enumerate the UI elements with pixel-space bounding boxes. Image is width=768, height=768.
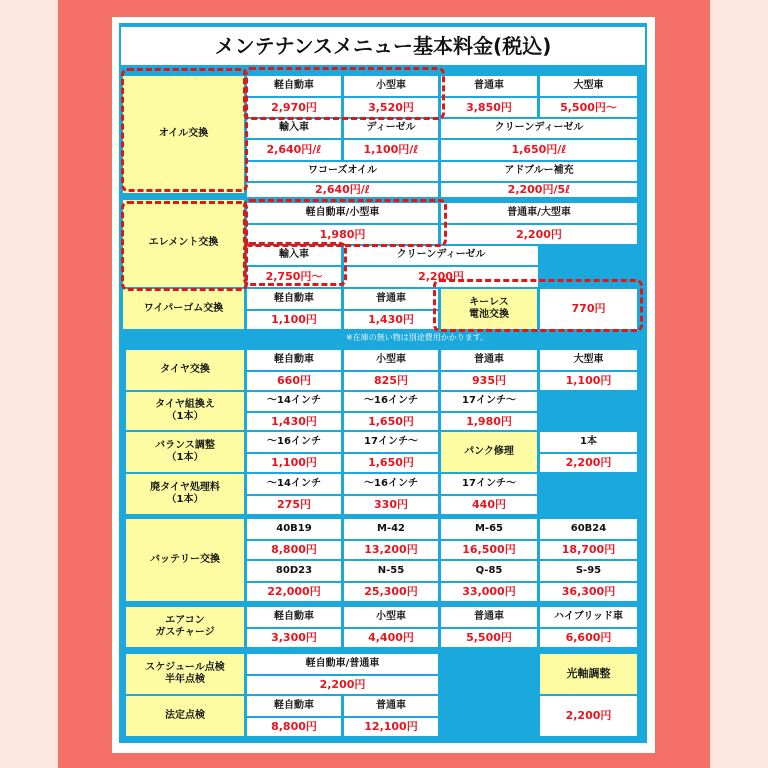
oil-regular-price: 3,850円 [441, 98, 537, 117]
assembly-price-16: 1,650円 [344, 413, 438, 430]
element-import-price: 2,750円～ [247, 267, 341, 287]
oil-kei-price: 2,970円 [247, 98, 341, 117]
disposal-size-17: 17インチ～ [441, 474, 537, 494]
oil-kei-header: 軽自動車 [247, 76, 341, 96]
highlight-element-label [121, 201, 248, 291]
oil-clean-diesel-header: クリーンディーゼル [441, 119, 637, 138]
tire-small-header: 小型車 [344, 350, 438, 370]
tire-assembly-label: タイヤ組換え （1本） [126, 392, 244, 430]
highlight-element-kei-small [243, 199, 447, 247]
balance-size-17: 17インチ～ [344, 432, 438, 452]
battery-price-m65: 16,500円 [441, 541, 537, 559]
battery-price-80d23: 22,000円 [247, 583, 341, 601]
tire-kei-header: 軽自動車 [247, 350, 341, 370]
element-regular-large-header: 普通車/大型車 [441, 203, 637, 223]
balance-price-17: 1,650円 [344, 454, 438, 472]
balance-price-16: 1,100円 [247, 454, 341, 472]
disposal-price-16: 330円 [344, 496, 438, 514]
schedule-price: 2,200円 [247, 676, 438, 694]
disposal-size-16: ～16インチ [344, 474, 438, 494]
oil-regular-header: 普通車 [441, 76, 537, 96]
oil-import-header: 輸入車 [247, 119, 341, 138]
assembly-price-14: 1,430円 [247, 413, 341, 430]
headlight-adjust-price: 2,200円 [540, 696, 637, 736]
schedule-kei-regular-header: 軽自動車/普通車 [247, 654, 438, 674]
battery-price-q85: 33,000円 [441, 583, 537, 601]
battery-size-n55: N-55 [344, 561, 438, 581]
tire-small-price: 825円 [344, 372, 438, 390]
battery-size-40b19: 40B19 [247, 519, 341, 539]
puncture-price: 2,200円 [540, 454, 637, 472]
element-regular-large-price: 2,200円 [441, 225, 637, 244]
tire-regular-price: 935円 [441, 372, 537, 390]
oil-import-price: 2,640円/ℓ [247, 140, 341, 160]
oil-large-header: 大型車 [540, 76, 637, 96]
headlight-adjust-label: 光軸調整 [540, 654, 637, 694]
disposal-price-17: 440円 [441, 496, 537, 514]
element-kei-small-price: 1,980円 [247, 225, 438, 244]
oil-diesel-header: ディーゼル [344, 119, 438, 138]
balance-size-16: ～16インチ [247, 432, 341, 452]
oil-adblue-header: アドブルー補充 [441, 162, 637, 181]
element-clean-diesel-header: クリーンディーゼル [344, 246, 538, 265]
battery-price-40b19: 8,800円 [247, 541, 341, 559]
puncture-unit-header: 1本 [540, 432, 637, 452]
battery-size-80d23: 80D23 [247, 561, 341, 581]
oil-clean-diesel-price: 1,650円/ℓ [441, 140, 637, 160]
wiper-kei-header: 軽自動車 [247, 289, 341, 309]
statutory-regular-price: 12,100円 [344, 718, 438, 736]
keyless-battery-label: キーレス 電池交換 [441, 289, 537, 329]
wiper-regular-price: 1,430円 [344, 311, 438, 329]
battery-size-m65: M-65 [441, 519, 537, 539]
battery-price-60b24: 18,700円 [540, 541, 637, 559]
stock-note: ※在庫の無い物は別途費用かかります。 [346, 333, 489, 342]
battery-size-s95: S-95 [540, 561, 637, 581]
oil-diesel-price: 1,100円/ℓ [344, 140, 438, 160]
highlight-oil-kei-small [243, 67, 445, 120]
wiper-change-label: ワイパーゴム交換 [123, 289, 244, 329]
battery-price-m42: 13,200円 [344, 541, 438, 559]
element-import-header: 輸入車 [247, 246, 341, 265]
battery-change-label: バッテリー交換 [126, 519, 244, 601]
aircon-regular-price: 5,500円 [441, 629, 537, 647]
oil-wako-header: ワコーズオイル [247, 162, 438, 181]
disposal-size-14: ～14インチ [247, 474, 341, 494]
battery-price-s95: 36,300円 [540, 583, 637, 601]
oil-wako-price: 2,640円/ℓ [247, 183, 438, 197]
assembly-size-17: 17インチ～ [441, 392, 537, 411]
disposal-price-14: 275円 [247, 496, 341, 514]
highlight-oil-label [121, 68, 248, 192]
battery-price-n55: 25,300円 [344, 583, 438, 601]
oil-change-label: オイル交換 [123, 76, 244, 193]
aircon-kei-header: 軽自動車 [247, 607, 341, 627]
aircon-hybrid-price: 6,600円 [540, 629, 637, 647]
schedule-inspection-label: スケジュール点検 半年点検 [126, 654, 244, 694]
puncture-repair-label: パンク修理 [441, 432, 537, 472]
oil-small-price: 3,520円 [344, 98, 438, 117]
assembly-price-17: 1,980円 [441, 413, 537, 430]
battery-size-m42: M-42 [344, 519, 438, 539]
aircon-hybrid-header: ハイブリッド車 [540, 607, 637, 627]
statutory-kei-price: 8,800円 [247, 718, 341, 736]
oil-large-price: 5,500円～ [540, 98, 637, 117]
tire-large-header: 大型車 [540, 350, 637, 370]
tire-large-price: 1,100円 [540, 372, 637, 390]
tire-regular-header: 普通車 [441, 350, 537, 370]
wiper-regular-header: 普通車 [344, 289, 438, 309]
battery-size-q85: Q-85 [441, 561, 537, 581]
element-clean-diesel-price: 2,200円 [344, 267, 538, 287]
tire-disposal-label: 廃タイヤ処理料 （1本） [126, 474, 244, 514]
element-kei-small-header: 軽自動車/小型車 [247, 203, 438, 223]
aircon-regular-header: 普通車 [441, 607, 537, 627]
statutory-inspection-label: 法定点検 [126, 696, 244, 736]
wiper-kei-price: 1,100円 [247, 311, 341, 329]
highlight-element-import [243, 242, 347, 286]
tire-change-label: タイヤ交換 [126, 350, 244, 390]
keyless-battery-price: 770円 [540, 289, 637, 329]
statutory-kei-header: 軽自動車 [247, 696, 341, 716]
statutory-regular-header: 普通車 [344, 696, 438, 716]
battery-size-60b24: 60B24 [540, 519, 637, 539]
oil-small-header: 小型車 [344, 76, 438, 96]
page-title: メンテナンスメニュー基本料金(税込) [121, 27, 645, 65]
oil-adblue-price: 2,200円/5ℓ [441, 183, 637, 197]
assembly-size-14: ～14インチ [247, 392, 341, 411]
assembly-size-16: ～16インチ [344, 392, 438, 411]
highlight-keyless [433, 279, 643, 332]
balance-adjust-label: バランス調整 （1本） [126, 432, 244, 472]
aircon-small-header: 小型車 [344, 607, 438, 627]
aircon-gas-label: エアコン ガスチャージ [126, 607, 244, 647]
aircon-kei-price: 3,300円 [247, 629, 341, 647]
element-change-label: エレメント交換 [123, 200, 244, 287]
tire-kei-price: 660円 [247, 372, 341, 390]
aircon-small-price: 4,400円 [344, 629, 438, 647]
